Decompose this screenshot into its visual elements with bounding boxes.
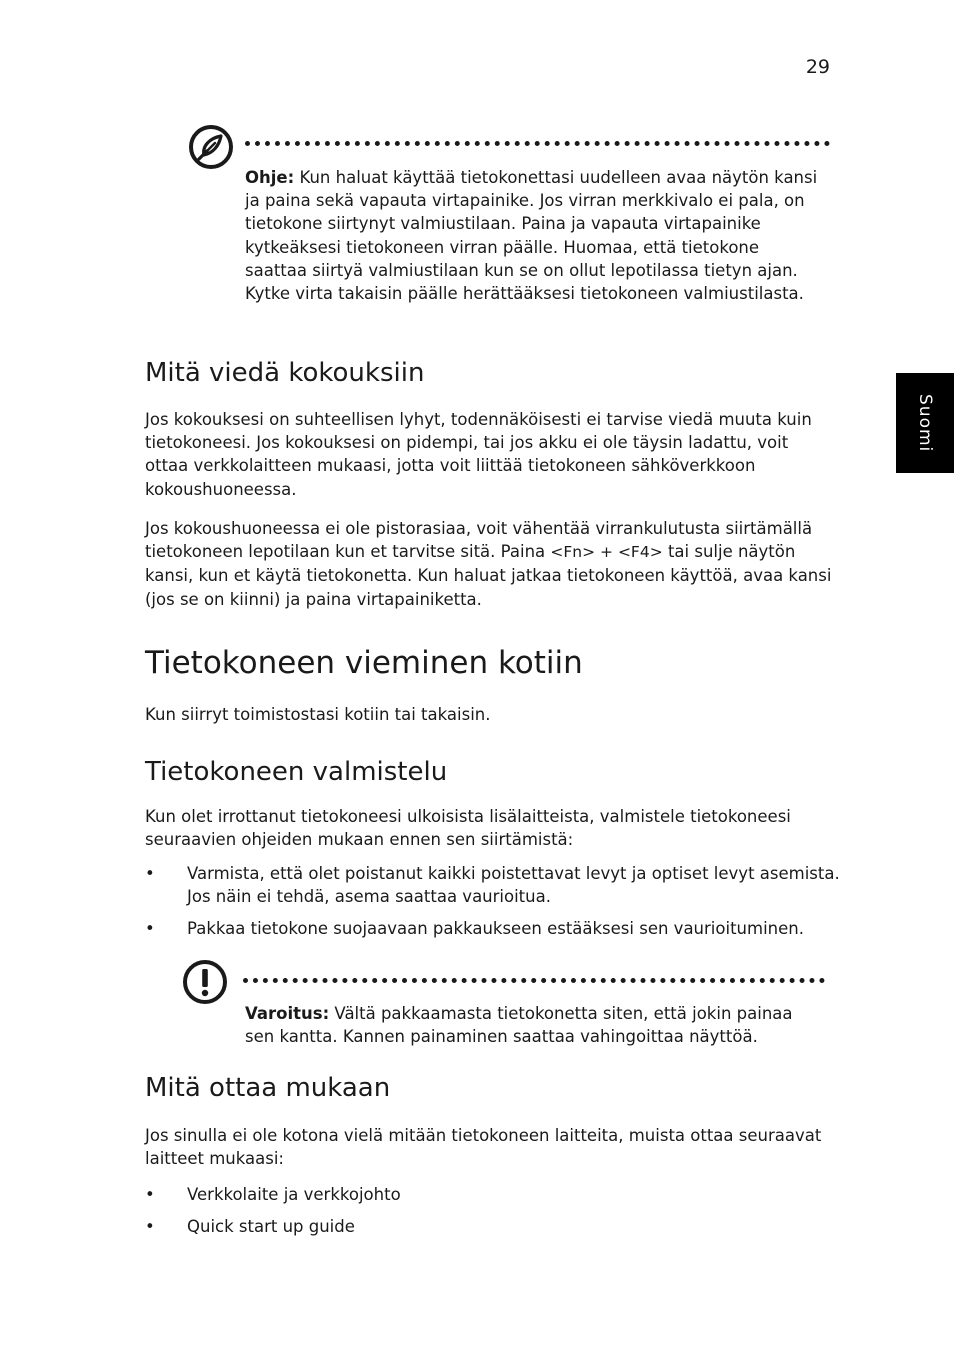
meetings-para-2-text [145, 517, 835, 611]
warning-label: Varoitus: [245, 1004, 330, 1023]
warning-divider [243, 978, 825, 983]
list-item-text: Pakkaa tietokone suojaavaan pakkaukseen estääksesi sen vaurioituminen. [187, 919, 804, 939]
warning-body: Vältä pakkaamasta tietokonetta siten, että jokin painaa sen kantta. Kannen painaminen saattaa vahingoittaa näyttöä. [245, 1004, 793, 1047]
note-body: Kun haluat käyttää tietokonettasi uudelleen avaa näytön kansi ja paina sekä vapauta virtapainike. Jos virran merkkivalo ei pala, on tietokone siirtynyt valmiustilaan. Paina ja vapauta virtapainike kytkeäksesi tietokoneen virran päälle. Huomaa, että tietokone saattaa siirtyä valmiustilaan kun se on ollut lepotilassa tietyn ajan. Kytke virta takaisin päälle herättääksesi tietokoneen valmiustilasta. [245, 168, 818, 304]
take-home-intro: Kun siirryt toimistostasi kotiin tai takaisin. [145, 705, 491, 724]
meetings-para-2-post: tai sulje näytön kansi, kun et käytä tietokonetta. Kun haluat jatkaa tietokoneen käyttöä, avaa kansi (jos se on kiinni) ja paina virtapainiketta. [145, 542, 832, 609]
heading-preparation: Tietokoneen valmistelu [145, 757, 448, 787]
note-text [245, 166, 825, 305]
what-to-take-list [145, 1183, 845, 1247]
heading-take-home: Tietokoneen vieminen kotiin [145, 645, 583, 681]
meetings-para-2-pre: Jos kokoushuoneessa ei ole pistorasiaa, voit vähentää virrankulutusta siirtämällä tietokoneen lepotilaan kun et tarvitse sitä. Paina [145, 519, 813, 562]
preparation-list [145, 862, 845, 950]
bullet-symbol: • [145, 1217, 155, 1237]
note-divider [245, 141, 830, 146]
list-item-text: Varmista, että olet poistanut kaikki poistettavat levyt ja optiset levyt asemista. Jos näin ei tehdä, asema saattaa vaurioitua. [187, 864, 840, 907]
list-item-text: Quick start up guide [187, 1217, 355, 1237]
heading-meetings: Mitä viedä kokouksiin [145, 358, 425, 388]
bullet-symbol: • [145, 864, 155, 883]
meetings-para-2 [145, 517, 835, 611]
note-label: Ohje: [245, 168, 295, 187]
language-side-tab [896, 373, 954, 473]
list-item [145, 917, 845, 940]
page-number: 29 [805, 56, 830, 78]
what-to-take-intro: Jos sinulla ei ole kotona vielä mitään tietokoneen laitteita, muista ottaa seuraavat laitteet mukaasi: [145, 1126, 822, 1169]
meetings-para-1-text: Jos kokouksesi on suhteellisen lyhyt, todennäköisesti ei tarvise viedä muuta kuin tietokoneesi. Jos kokouksesi on pidempi, tai jos akku ei ole täysin ladattu, voit ottaa verkkolaitteen mukaasi, jotta voit liittää tietokoneen sähköverkkoon kokoushuoneessa. [145, 410, 812, 499]
list-item [145, 1183, 845, 1206]
heading-what-to-take: Mitä ottaa mukaan [145, 1073, 391, 1103]
preparation-intro: Kun olet irrottanut tietokoneesi ulkoisista lisälaitteista, valmistele tietokoneesi seuraavien ohjeiden mukaan ennen sen siirtämistä: [145, 807, 791, 850]
bullet-symbol: • [145, 1185, 155, 1204]
pen-note-icon [188, 124, 234, 170]
list-item [145, 862, 845, 908]
meetings-para-1 [145, 408, 835, 501]
exclamation-warning-icon [182, 959, 228, 1005]
warning-text [245, 1002, 825, 1048]
key-combo: <Fn> + <F4> [550, 543, 663, 562]
side-tab-label: Suomi [915, 393, 935, 453]
list-item-text: Verkkolaite ja verkkojohto [187, 1185, 401, 1204]
list-item [145, 1215, 845, 1238]
bullet-symbol: • [145, 919, 155, 939]
